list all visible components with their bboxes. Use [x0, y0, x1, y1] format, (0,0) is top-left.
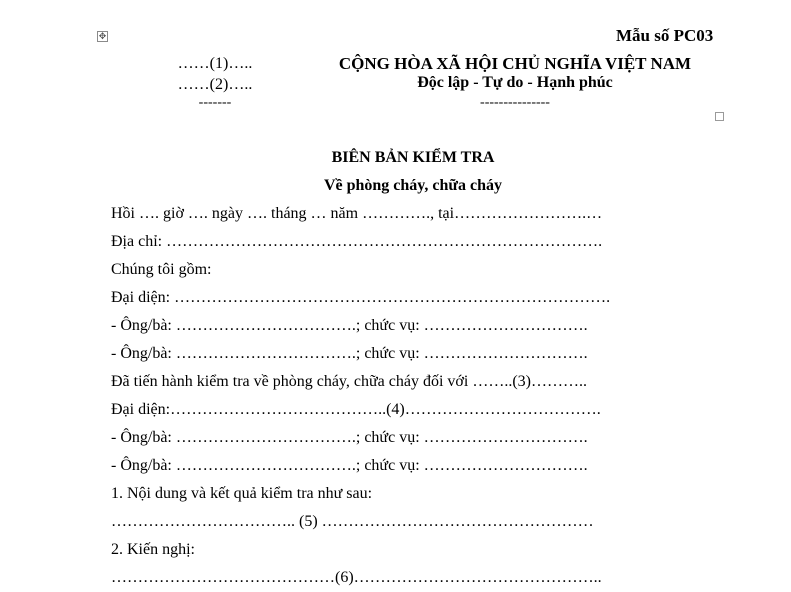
header-right-separator: ---------------: [480, 95, 550, 110]
address-line[interactable]: Địa chỉ: ……………………………………………………………………….: [111, 233, 603, 250]
section-1-heading: 1. Nội dung và kết quả kiểm tra như sau:: [111, 485, 373, 502]
inspected-representative-line[interactable]: Đại diện:…………………………………..(4)……………………………….: [111, 401, 601, 418]
time-place-line[interactable]: Hồi …. giờ …. ngày …. tháng … năm …………., tại…………………….…: [111, 205, 603, 222]
inspected-person-line-2[interactable]: - Ông/bà: …………………………….; chức vụ: ………………………….: [111, 457, 588, 474]
national-title: CỘNG HÒA XÃ HỘI CHỦ NGHĨA VIỆT NAM: [338, 54, 692, 73]
inspected-entity-line[interactable]: Đã tiến hành kiểm tra về phòng cháy, chữa cháy đối với ……..(3)………..: [111, 373, 587, 390]
section-2-content-line[interactable]: ……………………………………(6)………………………………………..: [111, 569, 602, 586]
inspector-representative-line[interactable]: Đại diện: ……………………………………………………………………….: [111, 289, 611, 306]
organization-line-1: ……(1)…..: [177, 55, 253, 72]
table-move-handle-icon[interactable]: ✥: [98, 31, 107, 41]
section-1-content-line[interactable]: …………………………….. (5) ……………………………………………: [111, 513, 594, 530]
table-resize-handle-icon[interactable]: [715, 112, 724, 121]
national-motto: Độc lập - Tự do - Hạnh phúc: [417, 74, 613, 91]
organization-line-2: ……(2)…..: [177, 76, 253, 93]
inspected-person-line-1[interactable]: - Ông/bà: …………………………….; chức vụ: ………………………….: [111, 429, 588, 446]
inspector-person-line-1[interactable]: - Ông/bà: …………………………….; chức vụ: ………………………….: [111, 317, 588, 334]
section-2-heading: 2. Kiến nghị:: [111, 541, 195, 558]
form-code: Mẫu số PC03: [616, 26, 714, 45]
document-subtitle: Về phòng cháy, chữa cháy: [323, 177, 503, 194]
document-title: BIÊN BẢN KIỂM TRA: [331, 149, 495, 166]
inspector-person-line-2[interactable]: - Ông/bà: …………………………….; chức vụ: ………………………….: [111, 345, 588, 362]
members-heading: Chúng tôi gồm:: [111, 261, 212, 278]
header-left-separator: -------: [198, 95, 232, 110]
